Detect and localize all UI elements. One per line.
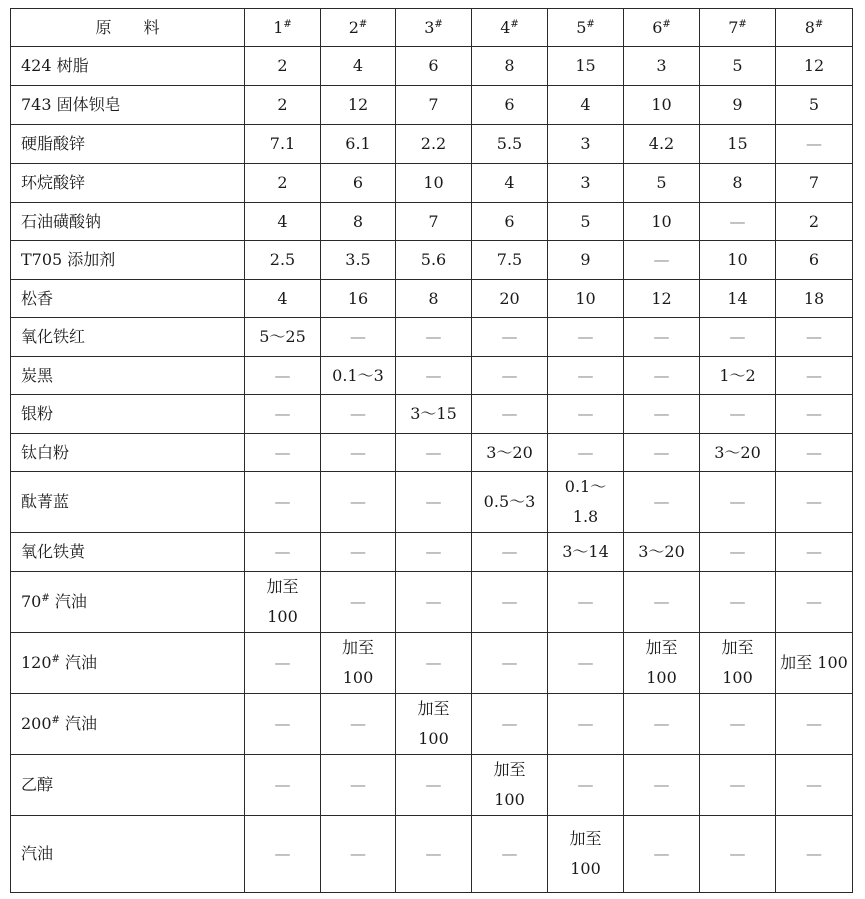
value-cell: 3～20 bbox=[624, 533, 700, 572]
value-cell: 14 bbox=[700, 280, 776, 318]
value-cell: 3～20 bbox=[472, 434, 548, 472]
material-name: 石油磺酸钠 bbox=[21, 211, 102, 231]
value-cell: 6 bbox=[472, 86, 548, 125]
value-cell: 加至100 bbox=[700, 633, 776, 694]
value-cell: 加至100 bbox=[245, 572, 321, 633]
value-cell: 7.5 bbox=[472, 241, 548, 280]
value-cell: — bbox=[321, 395, 396, 434]
material-name: 汽油 bbox=[21, 844, 54, 863]
header-col-number: 4 bbox=[500, 17, 511, 37]
header-col-4 bbox=[472, 9, 548, 47]
header-col-1 bbox=[245, 9, 321, 47]
value-cell: — bbox=[624, 472, 700, 533]
value-cell: — bbox=[321, 318, 396, 357]
material-name-cell bbox=[11, 472, 245, 533]
value-cell: — bbox=[548, 755, 624, 816]
value-cell: — bbox=[776, 533, 853, 572]
value-cell: — bbox=[776, 472, 853, 533]
material-name-cell bbox=[11, 203, 245, 241]
value-cell: — bbox=[472, 816, 548, 893]
value-cell: 4 bbox=[245, 280, 321, 318]
value-cell: — bbox=[472, 395, 548, 434]
value-cell: 0.5～3 bbox=[472, 472, 548, 533]
value-cell: 4 bbox=[548, 86, 624, 125]
value-cell: — bbox=[624, 694, 700, 755]
value-cell: — bbox=[245, 533, 321, 572]
value-cell: 5 bbox=[776, 86, 853, 125]
table-row bbox=[11, 318, 853, 357]
value-cell: 8 bbox=[472, 47, 548, 86]
header-col-mark: # bbox=[510, 18, 519, 30]
value-cell: 加至100 bbox=[396, 694, 472, 755]
value-cell: — bbox=[776, 816, 853, 893]
value-cell: 10 bbox=[624, 203, 700, 241]
value-cell: — bbox=[548, 318, 624, 357]
value-cell: 18 bbox=[776, 280, 853, 318]
value-cell: — bbox=[245, 472, 321, 533]
value-cell: 3～15 bbox=[396, 395, 472, 434]
value-cell: — bbox=[321, 472, 396, 533]
table-row bbox=[11, 47, 853, 86]
value-cell: — bbox=[624, 572, 700, 633]
value-cell: 3 bbox=[548, 164, 624, 203]
value-cell: — bbox=[321, 572, 396, 633]
value-cell: 6.1 bbox=[321, 125, 396, 164]
material-name: 酞菁蓝 bbox=[21, 492, 70, 511]
value-cell: 4 bbox=[245, 203, 321, 241]
value-cell: — bbox=[548, 633, 624, 694]
value-cell: 12 bbox=[321, 86, 396, 125]
value-cell: — bbox=[700, 533, 776, 572]
header-col-number: 1 bbox=[273, 17, 284, 37]
table-row bbox=[11, 241, 853, 280]
header-row bbox=[11, 9, 853, 47]
value-cell: 10 bbox=[396, 164, 472, 203]
header-col-number: 8 bbox=[804, 17, 815, 37]
value-cell: — bbox=[548, 395, 624, 434]
value-cell: — bbox=[700, 203, 776, 241]
value-cell: — bbox=[472, 694, 548, 755]
value-cell: 2.2 bbox=[396, 125, 472, 164]
value-cell: — bbox=[472, 357, 548, 395]
material-name: 汽油 bbox=[54, 592, 87, 611]
value-cell: — bbox=[700, 694, 776, 755]
table-row bbox=[11, 472, 853, 533]
value-cell: 10 bbox=[700, 241, 776, 280]
value-cell: 2 bbox=[245, 47, 321, 86]
value-cell: — bbox=[245, 694, 321, 755]
value-cell: 0.1～3 bbox=[321, 357, 396, 395]
value-cell: 加至100 bbox=[321, 633, 396, 694]
value-cell: — bbox=[624, 434, 700, 472]
value-cell: — bbox=[245, 633, 321, 694]
value-cell: 3～20 bbox=[700, 434, 776, 472]
material-name: 炭黑 bbox=[21, 365, 54, 385]
material-name-cell bbox=[11, 755, 245, 816]
table-row bbox=[11, 125, 853, 164]
value-cell: 5.5 bbox=[472, 125, 548, 164]
value-cell: — bbox=[245, 816, 321, 893]
value-cell: — bbox=[624, 241, 700, 280]
value-cell: 加至100 bbox=[472, 755, 548, 816]
value-cell: 7 bbox=[776, 164, 853, 203]
value-cell: 3 bbox=[624, 47, 700, 86]
value-cell: — bbox=[472, 533, 548, 572]
value-cell: — bbox=[396, 755, 472, 816]
header-col-number: 6 bbox=[652, 17, 663, 37]
value-cell: — bbox=[396, 472, 472, 533]
value-cell: 9 bbox=[700, 86, 776, 125]
value-cell: 5.6 bbox=[396, 241, 472, 280]
value-cell: 16 bbox=[321, 280, 396, 318]
table-row bbox=[11, 694, 853, 755]
formulation-table bbox=[10, 8, 853, 893]
material-name-cell bbox=[11, 86, 245, 125]
header-col-5 bbox=[548, 9, 624, 47]
material-name: 424 树脂 bbox=[21, 56, 89, 75]
value-cell: — bbox=[548, 357, 624, 395]
material-name: 银粉 bbox=[21, 404, 54, 423]
header-col-mark: # bbox=[662, 18, 671, 30]
material-grade: 70 bbox=[21, 592, 42, 611]
value-cell: — bbox=[776, 395, 853, 434]
value-cell: 3.5 bbox=[321, 241, 396, 280]
value-cell: — bbox=[548, 572, 624, 633]
value-cell: — bbox=[321, 694, 396, 755]
value-cell: — bbox=[548, 694, 624, 755]
material-grade-mark: # bbox=[41, 593, 50, 604]
value-cell: 加至 100 bbox=[776, 633, 853, 694]
value-cell: 8 bbox=[321, 203, 396, 241]
value-cell: 5～25 bbox=[245, 318, 321, 357]
table-row bbox=[11, 816, 853, 893]
value-cell: — bbox=[472, 318, 548, 357]
table-row bbox=[11, 280, 853, 318]
material-name: 钛白粉 bbox=[21, 442, 70, 462]
value-cell: — bbox=[776, 755, 853, 816]
value-cell: — bbox=[776, 434, 853, 472]
value-cell: — bbox=[472, 633, 548, 694]
material-grade-mark: # bbox=[51, 715, 60, 726]
value-cell: 20 bbox=[472, 280, 548, 318]
header-col-2 bbox=[321, 9, 396, 47]
value-cell: — bbox=[396, 816, 472, 893]
value-cell: — bbox=[396, 572, 472, 633]
value-cell: — bbox=[776, 572, 853, 633]
value-cell: 1～2 bbox=[700, 357, 776, 395]
header-col-mark: # bbox=[434, 18, 443, 30]
value-cell: 加至100 bbox=[624, 633, 700, 694]
material-name-cell bbox=[11, 164, 245, 203]
material-name-cell bbox=[11, 318, 245, 357]
value-cell: 0.1～1.8 bbox=[548, 472, 624, 533]
value-cell: 2 bbox=[245, 86, 321, 125]
value-cell: — bbox=[321, 816, 396, 893]
value-cell: — bbox=[396, 434, 472, 472]
value-cell: 2.5 bbox=[245, 241, 321, 280]
material-name: 汽油 bbox=[65, 714, 98, 733]
value-cell: — bbox=[624, 816, 700, 893]
value-cell: — bbox=[548, 434, 624, 472]
value-cell: 12 bbox=[624, 280, 700, 318]
value-cell: 10 bbox=[624, 86, 700, 125]
value-cell: — bbox=[776, 694, 853, 755]
table-row bbox=[11, 86, 853, 125]
table-body bbox=[11, 47, 853, 893]
header-col-number: 7 bbox=[728, 17, 739, 37]
value-cell: — bbox=[700, 816, 776, 893]
material-name: 743 固体钡皂 bbox=[21, 95, 121, 114]
value-cell: 2 bbox=[245, 164, 321, 203]
value-cell: — bbox=[396, 318, 472, 357]
table-row bbox=[11, 164, 853, 203]
value-cell: 9 bbox=[548, 241, 624, 280]
value-cell: — bbox=[396, 357, 472, 395]
value-cell: — bbox=[245, 434, 321, 472]
value-cell: 4 bbox=[321, 47, 396, 86]
value-cell: 5 bbox=[624, 164, 700, 203]
value-cell: 6 bbox=[396, 47, 472, 86]
value-cell: 15 bbox=[548, 47, 624, 86]
value-cell: 3 bbox=[548, 125, 624, 164]
value-cell: 8 bbox=[396, 280, 472, 318]
value-cell: — bbox=[245, 395, 321, 434]
value-cell: 7 bbox=[396, 86, 472, 125]
value-cell: — bbox=[245, 755, 321, 816]
value-cell: — bbox=[776, 318, 853, 357]
material-name-cell bbox=[11, 434, 245, 472]
value-cell: — bbox=[624, 318, 700, 357]
header-col-8 bbox=[776, 9, 853, 47]
value-cell: 6 bbox=[321, 164, 396, 203]
value-cell: — bbox=[624, 395, 700, 434]
value-cell: — bbox=[321, 434, 396, 472]
header-col-3 bbox=[396, 9, 472, 47]
material-name-cell bbox=[11, 633, 245, 694]
value-cell: 3～14 bbox=[548, 533, 624, 572]
table-row bbox=[11, 633, 853, 694]
material-name: 松香 bbox=[21, 288, 54, 308]
material-name-cell bbox=[11, 47, 245, 86]
material-grade: 120 bbox=[21, 653, 52, 672]
material-name: 氧化铁黄 bbox=[21, 542, 86, 561]
table-row bbox=[11, 533, 853, 572]
value-cell: — bbox=[396, 533, 472, 572]
material-name-cell bbox=[11, 241, 245, 280]
material-grade: 200 bbox=[21, 714, 52, 733]
material-name-cell bbox=[11, 533, 245, 572]
value-cell: — bbox=[700, 755, 776, 816]
header-col-number: 3 bbox=[424, 17, 435, 37]
value-cell: 7 bbox=[396, 203, 472, 241]
value-cell: 5 bbox=[548, 203, 624, 241]
header-col-mark: # bbox=[814, 18, 824, 30]
value-cell: — bbox=[472, 572, 548, 633]
value-cell: — bbox=[245, 357, 321, 395]
value-cell: 6 bbox=[472, 203, 548, 241]
table-row bbox=[11, 572, 853, 633]
value-cell: — bbox=[624, 357, 700, 395]
value-cell: 加至100 bbox=[548, 816, 624, 893]
material-name-cell bbox=[11, 125, 245, 164]
header-col-6 bbox=[624, 9, 700, 47]
value-cell: 5 bbox=[700, 47, 776, 86]
material-name-cell bbox=[11, 280, 245, 318]
header-col-mark: # bbox=[586, 18, 595, 30]
material-name: 乙醇 bbox=[21, 775, 54, 794]
value-cell: 15 bbox=[700, 125, 776, 164]
value-cell: 12 bbox=[776, 47, 853, 86]
header-col-mark: # bbox=[283, 18, 292, 30]
value-cell: 6 bbox=[776, 241, 853, 280]
value-cell: — bbox=[700, 472, 776, 533]
value-cell: — bbox=[776, 125, 853, 164]
header-col-number: 5 bbox=[576, 17, 587, 37]
header-col-mark: # bbox=[738, 18, 747, 30]
value-cell: 4 bbox=[472, 164, 548, 203]
value-cell: 7.1 bbox=[245, 125, 321, 164]
material-name-cell bbox=[11, 694, 245, 755]
value-cell: — bbox=[700, 395, 776, 434]
table-row bbox=[11, 357, 853, 395]
material-grade-mark: # bbox=[51, 654, 60, 665]
value-cell: 10 bbox=[548, 280, 624, 318]
material-name: 汽油 bbox=[65, 653, 98, 672]
material-name-cell bbox=[11, 395, 245, 434]
material-name-cell bbox=[11, 357, 245, 395]
value-cell: — bbox=[321, 755, 396, 816]
table-row bbox=[11, 434, 853, 472]
header-material: 原 料 bbox=[11, 9, 245, 47]
header-col-mark: # bbox=[358, 18, 368, 30]
value-cell: — bbox=[396, 633, 472, 694]
header-col-number: 2 bbox=[348, 17, 359, 37]
table-row bbox=[11, 395, 853, 434]
value-cell: — bbox=[321, 533, 396, 572]
material-name: T705 添加剂 bbox=[21, 250, 116, 269]
material-name: 环烷酸锌 bbox=[21, 173, 86, 192]
value-cell: — bbox=[700, 572, 776, 633]
value-cell: — bbox=[700, 318, 776, 357]
material-name: 硬脂酸锌 bbox=[21, 134, 86, 153]
header-col-7 bbox=[700, 9, 776, 47]
material-name: 氧化铁红 bbox=[21, 327, 86, 346]
material-name-cell bbox=[11, 572, 245, 633]
value-cell: — bbox=[624, 755, 700, 816]
value-cell: 8 bbox=[700, 164, 776, 203]
value-cell: 2 bbox=[776, 203, 853, 241]
table-row bbox=[11, 755, 853, 816]
material-name-cell bbox=[11, 816, 245, 893]
value-cell: — bbox=[776, 357, 853, 395]
value-cell: 4.2 bbox=[624, 125, 700, 164]
table-row bbox=[11, 203, 853, 241]
